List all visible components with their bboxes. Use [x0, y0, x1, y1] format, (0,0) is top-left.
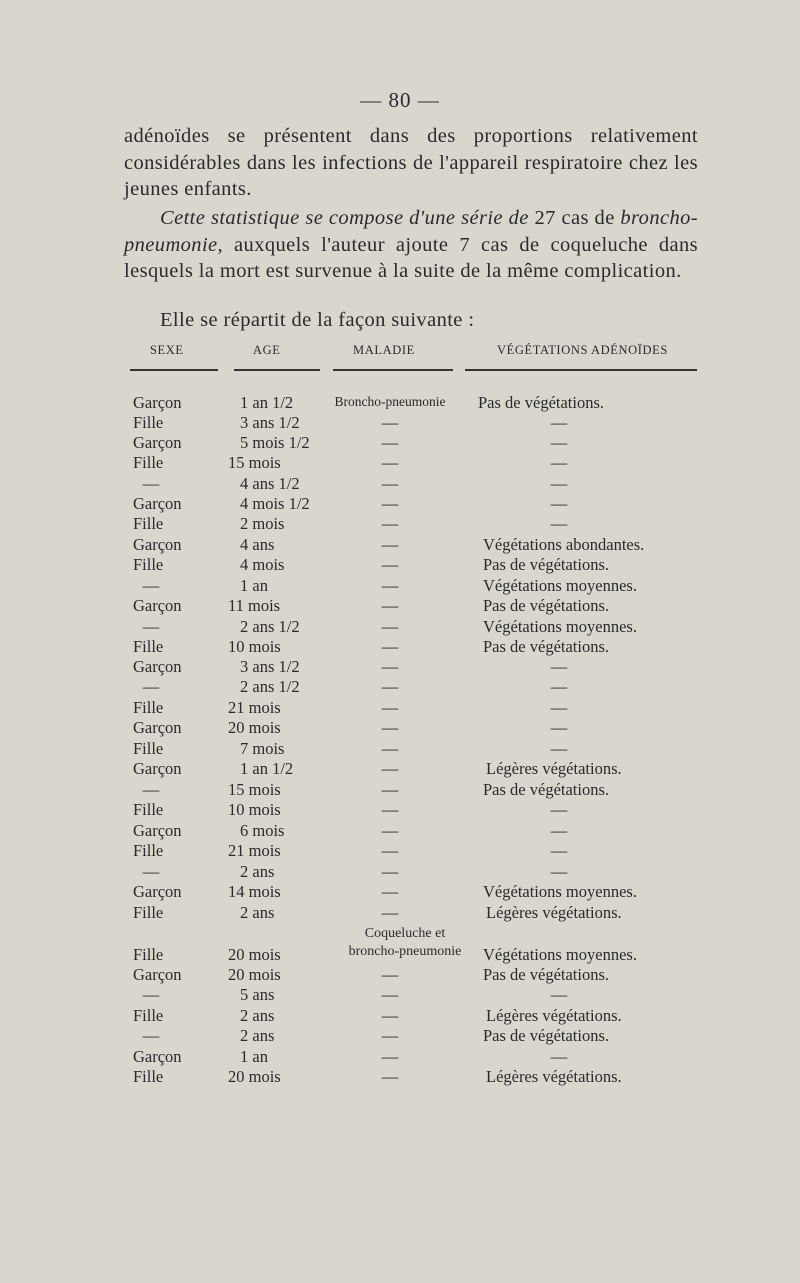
table-row — [0, 393, 800, 413]
cell-age: 21 mois — [228, 698, 281, 717]
cell-sexe: Garçon — [133, 433, 182, 452]
table-row — [0, 1067, 800, 1087]
cell-sexe: Garçon — [133, 1047, 182, 1066]
cell-vegetations: — — [550, 821, 568, 840]
table-row — [0, 413, 800, 433]
cell-sexe: Fille — [133, 800, 164, 819]
cell-maladie: — — [381, 698, 399, 717]
table-row — [0, 841, 800, 861]
cell-sexe: Garçon — [133, 494, 182, 513]
cell-vegetations: — — [550, 677, 568, 696]
table-row — [0, 677, 800, 697]
cell-sexe: Garçon — [133, 965, 182, 984]
table-row — [0, 698, 800, 718]
cell-maladie: — — [381, 555, 399, 574]
cell-maladie: — — [381, 596, 399, 615]
cell-maladie: — — [381, 800, 399, 819]
header-vegetations: VÉGÉTATIONS ADÉNOÏDES — [497, 343, 668, 357]
cell-age: 4 ans 1/2 — [240, 474, 300, 493]
cell-age: 10 mois — [228, 800, 281, 819]
paragraph-statistics-italic-2: broncho-pneumonie, — [124, 207, 698, 256]
cell-vegetations: Végétations moyennes. — [483, 576, 637, 595]
cell-vegetations: Légères végétations. — [486, 1006, 622, 1025]
paragraph-statistics-rest: auxquels l'auteur ajoute 7 cas de coqueluche dans lesquels la mort est survenue à la suite de la même complication. — [124, 233, 698, 282]
cell-age: 20 mois — [228, 718, 281, 737]
cell-sexe: Fille — [133, 413, 164, 432]
cell-vegetations: Pas de végétations. — [478, 393, 605, 412]
table-row — [0, 800, 800, 820]
cell-maladie: — — [381, 903, 399, 922]
table-row — [0, 739, 800, 759]
cell-age: 14 mois — [228, 882, 281, 901]
cell-vegetations: Légères végétations. — [486, 903, 622, 922]
cell-age: 2 ans — [240, 1006, 275, 1025]
cell-maladie: — — [381, 433, 399, 452]
table-row — [0, 596, 800, 616]
cell-sexe: Garçon — [133, 759, 182, 778]
cell-vegetations: Végétations moyennes. — [483, 617, 637, 636]
table-row — [0, 494, 800, 514]
cell-age: 20 mois — [228, 945, 281, 964]
cell-maladie: — — [381, 535, 399, 554]
paragraph-statistics-italic: Cette statistique se compose d'une série de — [160, 207, 529, 229]
cell-vegetations: Pas de végétations. — [483, 780, 610, 799]
cell-vegetations: — — [550, 698, 568, 717]
cell-sexe: Fille — [133, 1067, 164, 1086]
cell-vegetations: — — [550, 433, 568, 452]
header-rule-age — [234, 369, 320, 371]
table-row — [0, 780, 800, 800]
header-sexe: SEXE — [150, 343, 184, 357]
cell-maladie: — — [381, 1006, 399, 1025]
cell-maladie: — — [381, 474, 399, 493]
cell-maladie: — — [381, 657, 399, 676]
cell-vegetations: Légères végétations. — [486, 759, 622, 778]
table-row — [0, 433, 800, 453]
cell-vegetations: — — [550, 841, 568, 860]
cell-maladie: — — [381, 637, 399, 656]
cell-maladie: — — [381, 514, 399, 533]
cell-age: 1 an 1/2 — [240, 759, 294, 778]
cell-maladie: — — [381, 453, 399, 472]
cell-sexe: — — [142, 474, 160, 493]
cell-age: 2 mois — [240, 514, 285, 533]
cell-sexe: Fille — [133, 637, 164, 656]
cell-vegetations: Pas de végétations. — [483, 637, 610, 656]
cell-age: 3 ans 1/2 — [240, 657, 300, 676]
cell-vegetations: — — [550, 514, 568, 533]
cell-maladie: — — [381, 718, 399, 737]
cell-age: 2 ans 1/2 — [240, 617, 300, 636]
cell-sexe: Fille — [133, 1006, 164, 1025]
cell-age: 4 mois — [240, 555, 285, 574]
table-row — [0, 637, 800, 657]
cell-sexe: Fille — [133, 514, 164, 533]
table-row — [0, 862, 800, 882]
cell-vegetations: — — [550, 1047, 568, 1066]
cell-sexe: Fille — [133, 555, 164, 574]
cell-maladie: — — [381, 862, 399, 881]
cell-age: 5 mois 1/2 — [240, 433, 310, 452]
table-row — [0, 1006, 800, 1026]
cell-maladie: — — [381, 780, 399, 799]
cell-maladie: — — [381, 759, 399, 778]
cell-sexe: — — [142, 1026, 160, 1045]
table-row — [0, 965, 800, 985]
cell-age: 2 ans 1/2 — [240, 677, 300, 696]
cell-age: 1 an — [240, 576, 268, 595]
cell-maladie: — — [381, 985, 399, 1004]
cell-sexe: — — [142, 617, 160, 636]
cell-maladie: — — [381, 1067, 399, 1086]
cell-age: 21 mois — [228, 841, 281, 860]
cell-age: 3 ans 1/2 — [240, 413, 300, 432]
cell-vegetations: Pas de végétations. — [483, 965, 610, 984]
coqueluche-label-line2: broncho-pneumonie — [348, 944, 462, 959]
cell-age: 20 mois — [228, 965, 281, 984]
cell-sexe: Garçon — [133, 596, 182, 615]
cell-sexe: Fille — [133, 841, 164, 860]
cell-maladie: — — [381, 821, 399, 840]
cell-vegetations: — — [550, 453, 568, 472]
cell-vegetations: — — [550, 739, 568, 758]
cell-age: 6 mois — [240, 821, 285, 840]
cell-vegetations: Pas de végétations. — [483, 596, 610, 615]
table-row — [0, 555, 800, 575]
paragraph-statistics — [124, 205, 698, 285]
cell-maladie: — — [381, 576, 399, 595]
table-row — [0, 474, 800, 494]
cell-sexe: Garçon — [133, 657, 182, 676]
cell-vegetations: — — [550, 862, 568, 881]
cell-age: 4 mois 1/2 — [240, 494, 310, 513]
cell-sexe: Garçon — [133, 393, 182, 412]
cell-age: 11 mois — [228, 596, 281, 615]
cell-vegetations: Pas de végétations. — [483, 555, 610, 574]
header-rule-vegetations — [465, 369, 697, 371]
table-row — [0, 514, 800, 534]
header-rule-sexe — [130, 369, 218, 371]
cell-vegetations: — — [550, 494, 568, 513]
cell-sexe: Fille — [133, 698, 164, 717]
cell-maladie: — — [381, 882, 399, 901]
table-row — [0, 535, 800, 555]
page-number: — 80 — — [360, 88, 440, 112]
table-row — [0, 1026, 800, 1046]
cell-maladie: — — [381, 413, 399, 432]
paragraph-statistics-mid: 27 cas de — [528, 207, 621, 229]
cell-vegetations: — — [550, 985, 568, 1004]
cell-maladie: — — [381, 739, 399, 758]
cell-age: 15 mois — [228, 780, 281, 799]
cell-age: 2 ans — [240, 1026, 275, 1045]
cell-age: 5 ans — [240, 985, 275, 1004]
table-row — [0, 453, 800, 473]
cell-age: 2 ans — [240, 862, 275, 881]
cell-vegetations: — — [550, 800, 568, 819]
cell-maladie: — — [381, 1047, 399, 1066]
cell-age: 15 mois — [228, 453, 281, 472]
cell-sexe: — — [142, 985, 160, 1004]
cell-sexe: Garçon — [133, 821, 182, 840]
cell-vegetations: Pas de végétations. — [483, 1026, 610, 1045]
cell-vegetations: Végétations abondantes. — [483, 535, 645, 554]
table-row — [0, 617, 800, 637]
cell-age: 20 mois — [228, 1067, 281, 1086]
cell-age: 1 an — [240, 1047, 268, 1066]
cell-sexe: — — [142, 576, 160, 595]
table-row — [0, 657, 800, 677]
cell-vegetations: — — [550, 413, 568, 432]
paragraph-intro: adénoïdes se présentent dans des proportions relativement considérables dans les infections de l'appareil respiratoire chez les jeunes enfants. — [124, 125, 698, 200]
table-row — [0, 882, 800, 902]
cell-age: 10 mois — [228, 637, 281, 656]
table-row — [0, 1047, 800, 1067]
table-row — [0, 576, 800, 596]
table-row — [0, 821, 800, 841]
cell-sexe: Garçon — [133, 535, 182, 554]
header-maladie: MALADIE — [353, 343, 415, 357]
cell-maladie: Broncho-pneumonie — [334, 394, 446, 409]
cell-maladie: — — [381, 1026, 399, 1045]
cell-sexe: Garçon — [133, 718, 182, 737]
table-row — [0, 903, 800, 923]
header-rule-maladie — [333, 369, 453, 371]
coqueluche-label-line1: Coqueluche et — [364, 926, 446, 941]
cell-maladie: — — [381, 617, 399, 636]
cell-sexe: — — [142, 780, 160, 799]
cell-sexe: Garçon — [133, 882, 182, 901]
cell-age: 4 ans — [240, 535, 275, 554]
table-row — [0, 718, 800, 738]
cell-age: 7 mois — [240, 739, 285, 758]
table-row — [0, 985, 800, 1005]
cell-age: 2 ans — [240, 903, 275, 922]
cell-vegetations: — — [550, 657, 568, 676]
cell-sexe: — — [142, 862, 160, 881]
cell-vegetations: — — [550, 718, 568, 737]
cell-maladie: — — [381, 677, 399, 696]
cell-sexe: Fille — [133, 903, 164, 922]
header-age: AGE — [253, 343, 281, 357]
cell-sexe: Fille — [133, 945, 164, 964]
cell-vegetations: Légères végétations. — [486, 1067, 622, 1086]
cell-sexe: Fille — [133, 739, 164, 758]
cell-vegetations: Végétations moyennes. — [483, 945, 637, 964]
cell-age: 1 an 1/2 — [240, 393, 294, 412]
cell-maladie: — — [381, 965, 399, 984]
cell-vegetations: Végétations moyennes. — [483, 882, 637, 901]
table-row — [0, 759, 800, 779]
paragraph-distribution: Elle se répartit de la façon suivante : — [160, 309, 475, 331]
cell-maladie: — — [381, 841, 399, 860]
cell-sexe: — — [142, 677, 160, 696]
cell-maladie: — — [381, 494, 399, 513]
cell-vegetations: — — [550, 474, 568, 493]
cell-sexe: Fille — [133, 453, 164, 472]
